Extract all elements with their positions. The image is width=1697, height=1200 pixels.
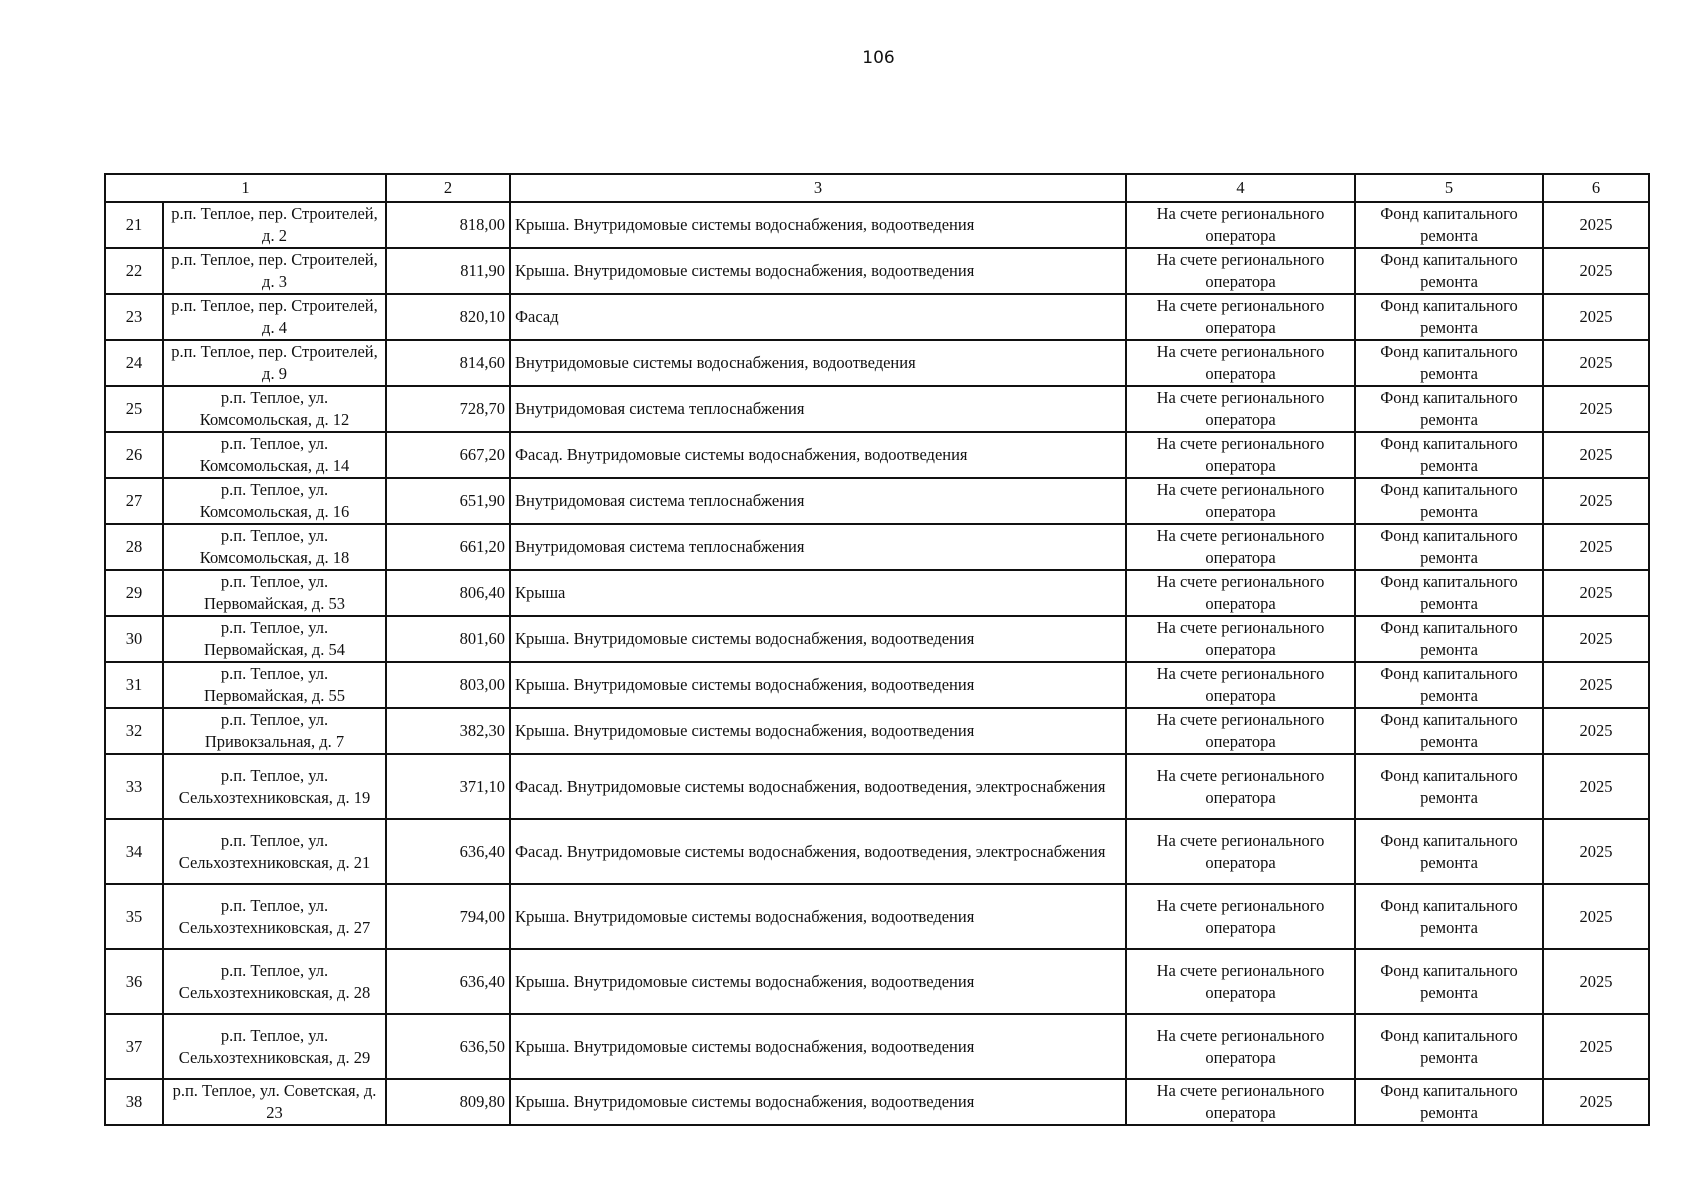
works-cell: Крыша. Внутридомовые системы водоснабжения, водоотведения [510,884,1126,949]
area-cell: 803,00 [386,662,510,708]
table-row [105,432,1649,478]
row-number: 32 [105,708,163,754]
table-row [105,949,1649,1014]
table-row [105,386,1649,432]
row-number: 29 [105,570,163,616]
account-cell: На счете регионального оператора [1126,386,1355,432]
area-cell: 636,50 [386,1014,510,1079]
works-cell: Крыша. Внутридомовые системы водоснабжения, водоотведения [510,248,1126,294]
area-cell: 809,80 [386,1079,510,1125]
works-cell: Крыша. Внутридомовые системы водоснабжения, водоотведения [510,708,1126,754]
address-cell: р.п. Теплое, пер. Строителей, д. 9 [163,340,386,386]
table-header-row [105,174,1649,202]
address-cell: р.п. Теплое, ул. Сельхозтехниковская, д. 27 [163,884,386,949]
column-header-1: 1 [105,174,386,202]
table-row [105,340,1649,386]
table-row [105,819,1649,884]
area-cell: 811,90 [386,248,510,294]
funding-source-cell: Фонд капитального ремонта [1355,202,1543,248]
area-cell: 651,90 [386,478,510,524]
year-cell: 2025 [1543,616,1649,662]
year-cell: 2025 [1543,819,1649,884]
address-cell: р.п. Теплое, ул. Сельхозтехниковская, д. 21 [163,819,386,884]
works-cell: Крыша [510,570,1126,616]
area-cell: 382,30 [386,708,510,754]
works-cell: Фасад. Внутридомовые системы водоснабжения, водоотведения [510,432,1126,478]
row-number: 21 [105,202,163,248]
column-header-2: 2 [386,174,510,202]
area-cell: 814,60 [386,340,510,386]
funding-source-cell: Фонд капитального ремонта [1355,340,1543,386]
funding-source-cell: Фонд капитального ремонта [1355,662,1543,708]
table-row [105,248,1649,294]
table-row [105,754,1649,819]
table-row [105,570,1649,616]
year-cell: 2025 [1543,1079,1649,1125]
account-cell: На счете регионального оператора [1126,819,1355,884]
funding-source-cell: Фонд капитального ремонта [1355,949,1543,1014]
row-number: 23 [105,294,163,340]
year-cell: 2025 [1543,386,1649,432]
area-cell: 661,20 [386,524,510,570]
row-number: 36 [105,949,163,1014]
table-row [105,662,1649,708]
account-cell: На счете регионального оператора [1126,524,1355,570]
column-header-4: 4 [1126,174,1355,202]
column-header-6: 6 [1543,174,1649,202]
works-cell: Внутридомовые системы водоснабжения, водоотведения [510,340,1126,386]
account-cell: На счете регионального оператора [1126,949,1355,1014]
table-row [105,1079,1649,1125]
table-body [105,202,1649,1125]
row-number: 37 [105,1014,163,1079]
year-cell: 2025 [1543,949,1649,1014]
area-cell: 818,00 [386,202,510,248]
year-cell: 2025 [1543,524,1649,570]
funding-source-cell: Фонд капитального ремонта [1355,819,1543,884]
table-row [105,884,1649,949]
address-cell: р.п. Теплое, ул. Комсомольская, д. 18 [163,524,386,570]
account-cell: На счете регионального оператора [1126,754,1355,819]
area-cell: 801,60 [386,616,510,662]
area-cell: 820,10 [386,294,510,340]
repair-program-table [104,173,1650,1126]
table-row [105,294,1649,340]
address-cell: р.п. Теплое, пер. Строителей, д. 2 [163,202,386,248]
works-cell: Крыша. Внутридомовые системы водоснабжения, водоотведения [510,662,1126,708]
row-number: 24 [105,340,163,386]
funding-source-cell: Фонд капитального ремонта [1355,570,1543,616]
row-number: 30 [105,616,163,662]
funding-source-cell: Фонд капитального ремонта [1355,1014,1543,1079]
address-cell: р.п. Теплое, пер. Строителей, д. 3 [163,248,386,294]
year-cell: 2025 [1543,340,1649,386]
address-cell: р.п. Теплое, ул. Советская, д. 23 [163,1079,386,1125]
account-cell: На счете регионального оператора [1126,570,1355,616]
row-number: 28 [105,524,163,570]
address-cell: р.п. Теплое, ул. Сельхозтехниковская, д. 29 [163,1014,386,1079]
funding-source-cell: Фонд капитального ремонта [1355,386,1543,432]
funding-source-cell: Фонд капитального ремонта [1355,708,1543,754]
row-number: 34 [105,819,163,884]
funding-source-cell: Фонд капитального ремонта [1355,754,1543,819]
year-cell: 2025 [1543,1014,1649,1079]
row-number: 33 [105,754,163,819]
funding-source-cell: Фонд капитального ремонта [1355,1079,1543,1125]
row-number: 38 [105,1079,163,1125]
works-cell: Внутридомовая система теплоснабжения [510,386,1126,432]
address-cell: р.п. Теплое, ул. Сельхозтехниковская, д. 19 [163,754,386,819]
funding-source-cell: Фонд капитального ремонта [1355,248,1543,294]
year-cell: 2025 [1543,478,1649,524]
address-cell: р.п. Теплое, ул. Первомайская, д. 55 [163,662,386,708]
column-header-3: 3 [510,174,1126,202]
works-cell: Внутридомовая система теплоснабжения [510,478,1126,524]
area-cell: 806,40 [386,570,510,616]
account-cell: На счете регионального оператора [1126,1014,1355,1079]
account-cell: На счете регионального оператора [1126,1079,1355,1125]
row-number: 27 [105,478,163,524]
row-number: 22 [105,248,163,294]
account-cell: На счете регионального оператора [1126,340,1355,386]
row-number: 26 [105,432,163,478]
year-cell: 2025 [1543,754,1649,819]
row-number: 25 [105,386,163,432]
works-cell: Фасад. Внутридомовые системы водоснабжения, водоотведения, электроснабжения [510,819,1126,884]
account-cell: На счете регионального оператора [1126,884,1355,949]
works-cell: Крыша. Внутридомовые системы водоснабжения, водоотведения [510,949,1126,1014]
table-row [105,616,1649,662]
funding-source-cell: Фонд капитального ремонта [1355,524,1543,570]
works-cell: Фасад [510,294,1126,340]
works-cell: Крыша. Внутридомовые системы водоснабжения, водоотведения [510,1014,1126,1079]
funding-source-cell: Фонд капитального ремонта [1355,884,1543,949]
year-cell: 2025 [1543,708,1649,754]
account-cell: На счете регионального оператора [1126,662,1355,708]
funding-source-cell: Фонд капитального ремонта [1355,616,1543,662]
address-cell: р.п. Теплое, ул. Привокзальная, д. 7 [163,708,386,754]
account-cell: На счете регионального оператора [1126,478,1355,524]
year-cell: 2025 [1543,202,1649,248]
year-cell: 2025 [1543,432,1649,478]
row-number: 35 [105,884,163,949]
works-cell: Крыша. Внутридомовые системы водоснабжения, водоотведения [510,202,1126,248]
table-row [105,1014,1649,1079]
year-cell: 2025 [1543,884,1649,949]
address-cell: р.п. Теплое, ул. Комсомольская, д. 16 [163,478,386,524]
area-cell: 636,40 [386,949,510,1014]
area-cell: 371,10 [386,754,510,819]
address-cell: р.п. Теплое, ул. Комсомольская, д. 12 [163,386,386,432]
year-cell: 2025 [1543,570,1649,616]
account-cell: На счете регионального оператора [1126,616,1355,662]
row-number: 31 [105,662,163,708]
year-cell: 2025 [1543,662,1649,708]
year-cell: 2025 [1543,294,1649,340]
works-cell: Внутридомовая система теплоснабжения [510,524,1126,570]
works-cell: Фасад. Внутридомовые системы водоснабжения, водоотведения, электроснабжения [510,754,1126,819]
funding-source-cell: Фонд капитального ремонта [1355,294,1543,340]
account-cell: На счете регионального оператора [1126,432,1355,478]
year-cell: 2025 [1543,248,1649,294]
account-cell: На счете регионального оператора [1126,248,1355,294]
table-row [105,202,1649,248]
table-row [105,524,1649,570]
address-cell: р.п. Теплое, ул. Комсомольская, д. 14 [163,432,386,478]
account-cell: На счете регионального оператора [1126,294,1355,340]
funding-source-cell: Фонд капитального ремонта [1355,478,1543,524]
address-cell: р.п. Теплое, ул. Первомайская, д. 53 [163,570,386,616]
funding-source-cell: Фонд капитального ремонта [1355,432,1543,478]
area-cell: 667,20 [386,432,510,478]
column-header-5: 5 [1355,174,1543,202]
address-cell: р.п. Теплое, пер. Строителей, д. 4 [163,294,386,340]
works-cell: Крыша. Внутридомовые системы водоснабжения, водоотведения [510,616,1126,662]
address-cell: р.п. Теплое, ул. Сельхозтехниковская, д. 28 [163,949,386,1014]
address-cell: р.п. Теплое, ул. Первомайская, д. 54 [163,616,386,662]
area-cell: 794,00 [386,884,510,949]
area-cell: 728,70 [386,386,510,432]
area-cell: 636,40 [386,819,510,884]
works-cell: Крыша. Внутридомовые системы водоснабжения, водоотведения [510,1079,1126,1125]
table-row [105,708,1649,754]
account-cell: На счете регионального оператора [1126,708,1355,754]
page-number: 106 [862,48,895,68]
table-row [105,478,1649,524]
account-cell: На счете регионального оператора [1126,202,1355,248]
